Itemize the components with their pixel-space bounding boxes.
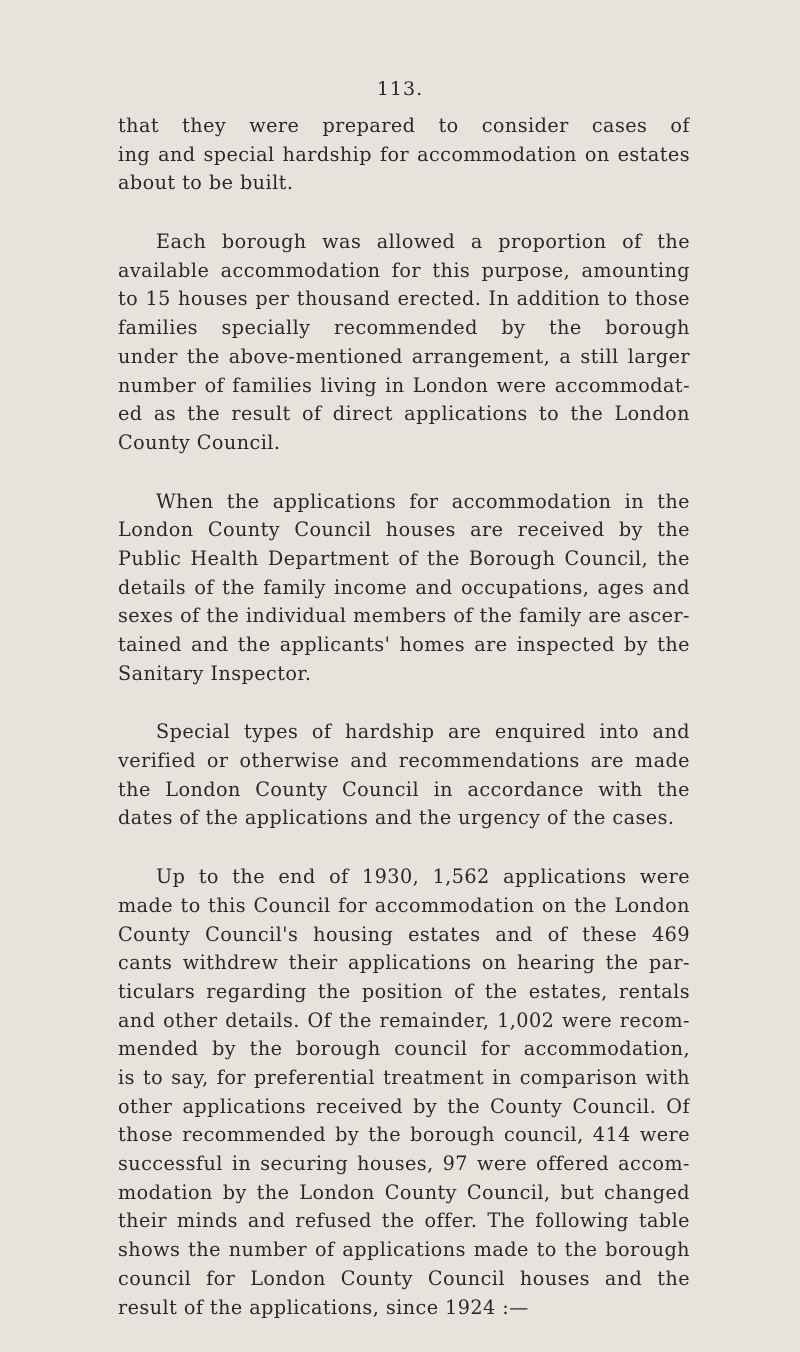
body-text [118,112,690,1352]
text-line: to 15 houses per thousand erected. In addition to those [118,287,690,311]
text-line: under the above-mentioned arrangement, a still larger [118,344,690,368]
text-line: available accommodation for this purpose, amounting [118,258,690,282]
text-line: Sanitary Inspector. [118,661,312,685]
text-line: cants withdrew their applications on hearing the par- [118,951,690,975]
text-line: those recommended by the borough council, 414 were [118,1123,690,1147]
text-line: successful in securing houses, 97 were offered accom- [118,1152,690,1176]
text-line: ticulars regarding the position of the estates, rentals [118,979,690,1003]
text-line: and other details. Of the remainder, 1,002 were recom- [118,1008,690,1032]
text-line: tained and the applicants' homes are inspected by the [118,633,690,657]
text-line: the London County Council in accordance with the [118,777,690,801]
text-line: dates of the applications and the urgency of the cases. [118,806,675,830]
text-line: Up to the end of 1930, 1,562 applications were [156,865,690,889]
text-line: families specially recommended by the borough [118,316,690,340]
paragraph-5 [118,863,690,1322]
text-line: that they were prepared to consider cases of [118,114,690,137]
text-line: about to be built. [118,171,294,195]
text-line: County Council. [118,430,281,454]
paragraph-2 [118,228,690,458]
text-line: sexes of the individual members of the family are ascer- [118,604,690,628]
text-line: mended by the borough council for accommodation, [118,1037,690,1061]
text-line: London County Council houses are received by the [118,518,690,542]
paragraph-1 [118,112,690,198]
text-line: modation by the London County Council, but changed [118,1180,690,1204]
text-line: County Council's housing estates and of these 469 [118,922,690,946]
text-line: number of families living in London were accommodat- [118,373,690,397]
text-line: verified or otherwise and recommendations are made [118,749,690,773]
text-line: Special types of hardship are enquired into and [156,720,690,744]
text-line: their minds and refused the offer. The following table [118,1209,690,1233]
text-line: When the applications for accommodation in the [156,489,690,513]
text-line: made to this Council for accommodation on the London [118,893,690,917]
text-line: ing and special hardship for accommodation on estates [118,142,690,166]
text-line: other applications received by the County Council. Of [118,1094,690,1118]
text-line: Public Health Department of the Borough Council, the [118,546,690,570]
text-line: council for London County Council houses and the [118,1266,690,1290]
paragraph-4 [118,718,690,833]
paragraph-3 [118,488,690,689]
text-line: is to say, for preferential treatment in comparison with [118,1066,690,1089]
text-line: details of the family income and occupations, ages and [118,575,690,599]
text-line: ed as the result of direct applications to the London [118,402,690,426]
text-line: shows the number of applications made to the borough [118,1238,690,1262]
page-number: 113. [376,78,424,100]
text-line: result of the applications, since 1924 :— [118,1295,529,1319]
text-line: Each borough was allowed a proportion of the [156,230,690,254]
